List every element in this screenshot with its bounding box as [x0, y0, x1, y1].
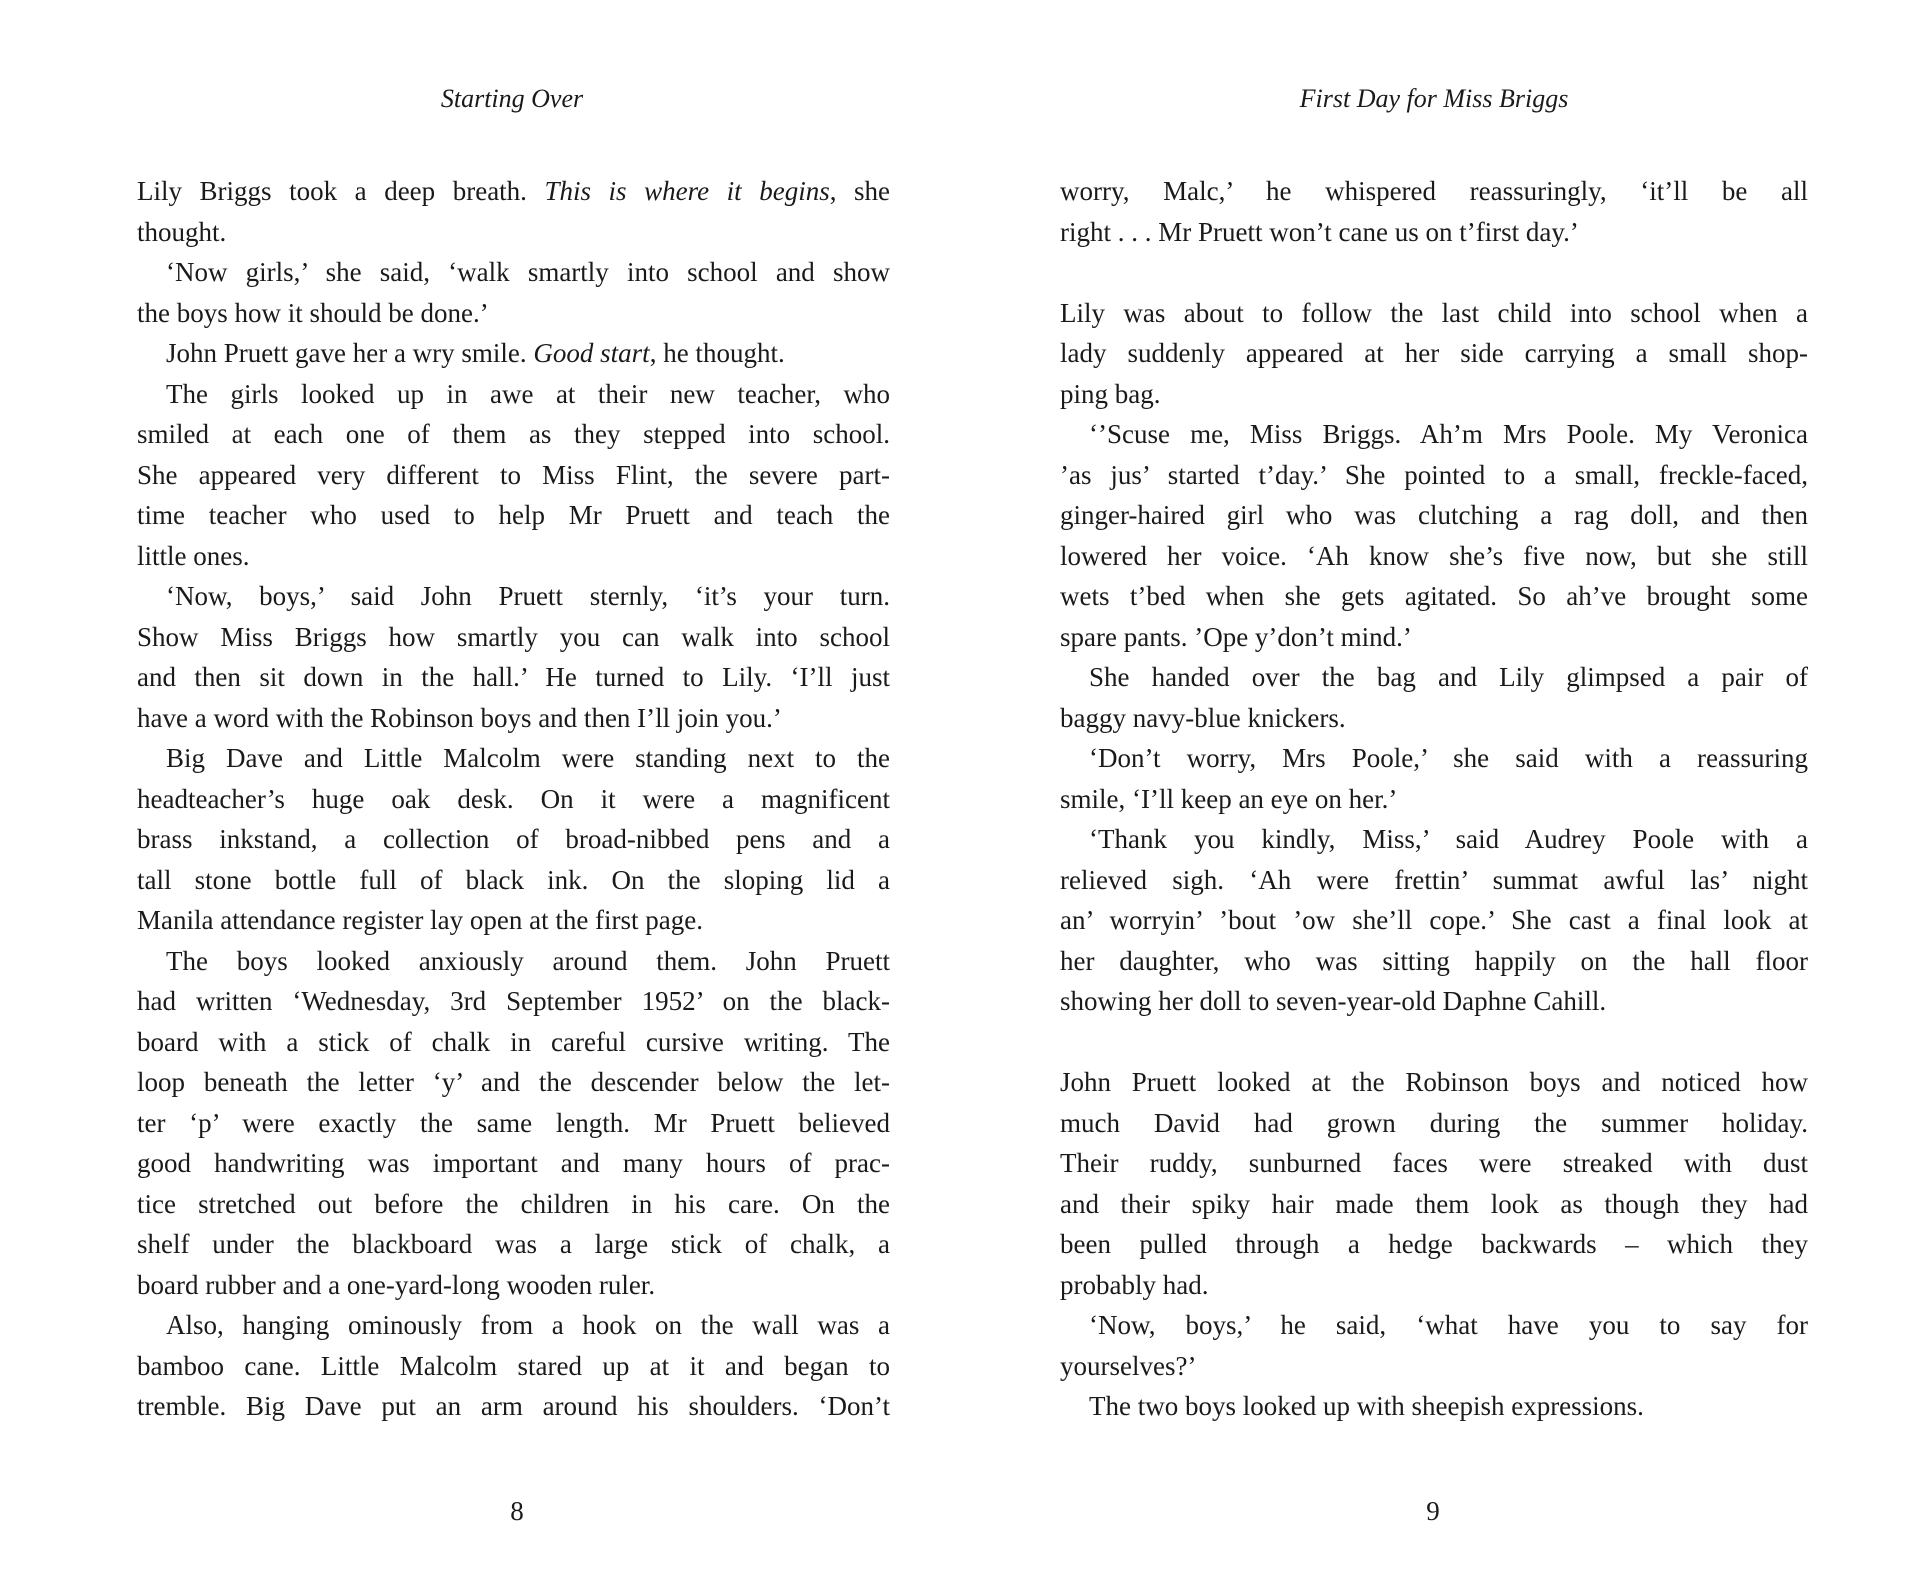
text-segment: have a word with the Robinson boys and then I’ll join you.’	[137, 702, 782, 733]
text-segment: smile, ‘I’ll keep an eye on her.’	[1060, 783, 1398, 814]
text-segment: tall stone bottle full of black ink. On the sloping lid a	[137, 864, 890, 895]
text-segment: an’ worryin’ ’bout ’ow she’ll cope.’ She cast a final look at	[1060, 905, 1808, 935]
text-segment: and their spiky hair made them look as though they had	[1060, 1188, 1808, 1219]
text-line	[1060, 981, 1808, 1022]
text-line	[1060, 1386, 1808, 1427]
text-line	[137, 819, 890, 860]
text-line	[137, 941, 890, 982]
text-segment: ping bag.	[1060, 378, 1161, 409]
running-header-left: Starting Over	[440, 84, 584, 113]
text-segment: her daughter, who was sitting happily on the hall floor	[1060, 945, 1808, 976]
text-segment: right . . . Mr Pruett won’t cane us on t’first day.’	[1060, 216, 1579, 247]
text-segment: The two boys looked up with sheepish expressions.	[1089, 1391, 1644, 1421]
text-segment: John Pruett looked at the Robinson boys and noticed how	[1060, 1067, 1808, 1097]
text-line	[137, 1386, 890, 1427]
text-segment: relieved sigh. ‘Ah were frettin’ summat awful las’ night	[1060, 864, 1808, 895]
text-line	[1060, 414, 1808, 455]
text-segment: spare pants. ’Ope y’don’t mind.’	[1060, 621, 1412, 652]
text-segment: ‘Don’t worry, Mrs Poole,’ she said with a reassuring	[1089, 743, 1808, 773]
text-line	[1060, 171, 1808, 212]
text-line	[137, 981, 890, 1022]
text-line	[1060, 779, 1808, 820]
text-line	[137, 779, 890, 820]
text-line	[137, 900, 890, 941]
text-line	[1060, 1224, 1808, 1265]
text-segment: ter ‘p’ were exactly the same length. Mr Pruett believed	[137, 1107, 890, 1138]
text-segment: Also, hanging ominously from a hook on the wall was a	[166, 1310, 890, 1340]
text-line	[137, 1265, 890, 1306]
text-line	[137, 536, 890, 577]
text-line	[137, 212, 890, 253]
italic-text: This is where it begins	[544, 176, 830, 206]
text-segment: Their ruddy, sunburned faces were streaked with dust	[1060, 1148, 1808, 1178]
text-line	[137, 1305, 890, 1346]
text-line	[137, 414, 890, 455]
text-segment: brass inkstand, a collection of broad-nibbed pens and a	[137, 824, 890, 854]
text-segment: showing her doll to seven-year-old Daphne Cahill.	[1060, 986, 1607, 1016]
text-line	[137, 495, 890, 536]
text-line	[137, 293, 890, 334]
text-segment: John Pruett gave her a wry smile.	[166, 338, 534, 368]
text-line	[1060, 738, 1808, 779]
text-segment: loop beneath the letter ‘y’ and the descender below the let-	[137, 1067, 890, 1097]
text-line	[1060, 1062, 1808, 1103]
text-segment: board rubber and a one-yard-long wooden ruler.	[137, 1269, 656, 1300]
text-segment: Big Dave and Little Malcolm were standing next to the	[166, 743, 890, 773]
right-page-body	[1060, 171, 1808, 1427]
text-line	[137, 738, 890, 779]
text-line	[1060, 1143, 1808, 1184]
text-segment: much David had grown during the summer holiday.	[1060, 1107, 1808, 1138]
text-line	[1060, 333, 1808, 374]
text-segment: Manila attendance register lay open at the first page.	[137, 905, 704, 935]
text-line	[1060, 1346, 1808, 1387]
text-segment: yourselves?’	[1060, 1350, 1197, 1381]
text-segment: ‘Thank you kindly, Miss,’ said Audrey Poole with a	[1089, 824, 1808, 854]
text-line	[1060, 657, 1808, 698]
text-segment: She handed over the bag and Lily glimpsed a pair of	[1089, 662, 1808, 692]
text-line	[137, 1346, 890, 1387]
text-segment: lowered her voice. ‘Ah know she’s five now, but she still	[1060, 540, 1808, 571]
text-segment: little ones.	[137, 540, 250, 571]
text-line	[1060, 374, 1808, 415]
text-segment: , he thought.	[649, 338, 785, 368]
text-line	[137, 374, 890, 415]
text-segment: Lily was about to follow the last child into school when a	[1060, 297, 1808, 328]
text-line	[137, 1143, 890, 1184]
text-line	[137, 171, 890, 212]
text-line	[1060, 698, 1808, 739]
text-segment: and then sit down in the hall.’ He turned to Lily. ‘I’ll just	[137, 662, 890, 692]
text-line	[137, 333, 890, 374]
text-line	[1060, 941, 1808, 982]
text-segment: ‘Now, boys,’ said John Pruett sternly, ‘it’s your turn.	[166, 581, 890, 611]
text-segment: ginger-haired girl who was clutching a rag doll, and then	[1060, 500, 1808, 530]
text-segment: Show Miss Briggs how smartly you can walk into school	[137, 621, 890, 652]
text-segment: wets t’bed when she gets agitated. So ah’ve brought some	[1060, 581, 1808, 611]
text-segment: The girls looked up in awe at their new teacher, who	[166, 378, 890, 409]
italic-text: Good start	[533, 338, 650, 368]
text-segment: She appeared very different to Miss Flint, the severe part-	[137, 459, 890, 490]
text-segment: shelf under the blackboard was a large stick of chalk, a	[137, 1229, 890, 1259]
text-segment: ‘Now girls,’ she said, ‘walk smartly into school and show	[166, 257, 890, 287]
text-segment: smiled at each one of them as they stepped into school.	[137, 419, 890, 449]
page-number-left: 8	[510, 1496, 524, 1526]
text-line	[137, 1184, 890, 1225]
text-segment: lady suddenly appeared at her side carrying a small shop-	[1060, 338, 1808, 368]
text-line	[1060, 1265, 1808, 1306]
text-segment: baggy navy-blue knickers.	[1060, 702, 1346, 733]
text-line	[1060, 495, 1808, 536]
text-line	[1060, 1184, 1808, 1225]
text-segment: had written ‘Wednesday, 3rd September 1952’ on the black-	[137, 986, 890, 1016]
text-line	[1060, 212, 1808, 253]
text-segment: time teacher who used to help Mr Pruett and teach the	[137, 500, 890, 530]
page-number-right: 9	[1426, 1496, 1440, 1526]
text-line	[1060, 536, 1808, 577]
text-line	[137, 698, 890, 739]
text-line	[1060, 819, 1808, 860]
text-line	[137, 860, 890, 901]
text-segment: the boys how it should be done.’	[137, 297, 489, 328]
text-line	[137, 252, 890, 293]
text-segment: probably had.	[1060, 1269, 1209, 1300]
text-line	[1060, 455, 1808, 496]
text-line	[1060, 252, 1808, 293]
text-line	[137, 1224, 890, 1265]
text-line	[1060, 293, 1808, 334]
left-page-body	[137, 171, 890, 1427]
text-segment: board with a stick of chalk in careful cursive writing. The	[137, 1026, 890, 1057]
text-line	[137, 657, 890, 698]
text-line	[137, 1062, 890, 1103]
text-segment: bamboo cane. Little Malcolm stared up at it and began to	[137, 1350, 890, 1381]
text-line	[1060, 1022, 1808, 1063]
text-line	[1060, 860, 1808, 901]
text-segment: The boys looked anxiously around them. John Pruett	[166, 945, 890, 976]
text-segment: worry, Malc,’ he whispered reassuringly, ‘it’ll be all	[1060, 176, 1808, 206]
running-header-right: First Day for Miss Briggs	[1299, 84, 1569, 113]
text-line	[137, 455, 890, 496]
text-segment: ‘Now, boys,’ he said, ‘what have you to say for	[1089, 1310, 1808, 1340]
text-segment: tremble. Big Dave put an arm around his shoulders. ‘Don’t	[137, 1391, 890, 1421]
text-line	[137, 1022, 890, 1063]
text-segment: , she	[829, 176, 890, 206]
text-line	[137, 1103, 890, 1144]
text-line	[1060, 617, 1808, 658]
text-segment: tice stretched out before the children in his care. On the	[137, 1188, 890, 1219]
text-segment: ’as jus’ started t’day.’ She pointed to a small, freckle-faced,	[1060, 459, 1808, 490]
text-segment: good handwriting was important and many hours of prac-	[137, 1148, 890, 1178]
text-line	[1060, 1103, 1808, 1144]
text-line	[1060, 576, 1808, 617]
text-segment: ‘’Scuse me, Miss Briggs. Ah’m Mrs Poole. My Veronica	[1089, 419, 1808, 449]
text-segment: thought.	[137, 216, 227, 247]
text-line	[1060, 1305, 1808, 1346]
text-line	[137, 617, 890, 658]
text-segment: been pulled through a hedge backwards – which they	[1060, 1229, 1808, 1259]
text-segment: headteacher’s huge oak desk. On it were a magnificent	[137, 783, 890, 814]
text-line	[1060, 900, 1808, 941]
text-segment: Lily Briggs took a deep breath.	[137, 176, 545, 206]
text-line	[137, 576, 890, 617]
